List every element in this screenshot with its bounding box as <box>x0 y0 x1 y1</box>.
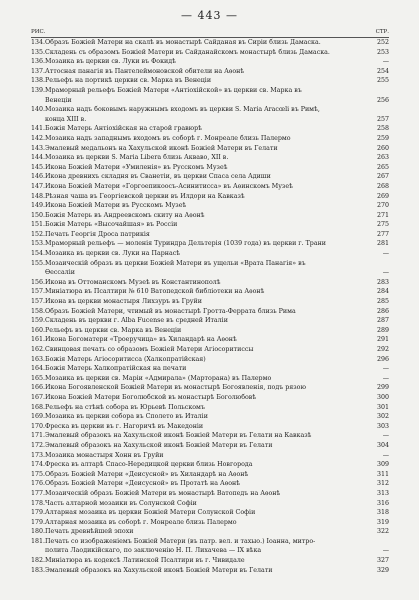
list-item <box>31 422 389 432</box>
figure-number: 167. <box>31 393 46 401</box>
list-item <box>31 441 389 451</box>
page-reference: 259 <box>376 134 389 142</box>
list-item <box>31 383 389 393</box>
page-reference: 303 <box>376 422 389 430</box>
figure-number: 155. <box>31 259 46 267</box>
page-column-label: СТР. <box>375 29 389 35</box>
figure-number: 175. <box>31 470 46 478</box>
list-item <box>31 374 389 384</box>
figure-caption: Мозаика въ церкви св. Луки въ Фокидѣ <box>45 58 176 66</box>
figure-caption: Божія Матерь Халкопратійская на печати <box>45 365 187 373</box>
figure-caption: Аттосная панагія въ Пантелеймоновской обители на Аѳонѣ <box>45 67 245 75</box>
figure-caption: Мозаика въ церкви собора въ Сполето въ Италіи <box>45 413 208 421</box>
page-reference: 287 <box>376 317 389 325</box>
figure-number: 151. <box>31 221 46 229</box>
figure-number: 169. <box>31 413 46 421</box>
page-reference: 277 <box>376 230 389 238</box>
figure-caption: Печать древнѣйшей эпохи <box>45 528 134 536</box>
page-reference: 289 <box>376 326 389 334</box>
figure-caption: Миніатюра въ кодексѣ Латинской Псалтири въ г. Чивидале <box>45 557 245 565</box>
figure-caption: Икона Божіей Матери «Горгоепикоосъ-Асинитисса» въ Аѳинскомъ Музеѣ <box>45 182 293 190</box>
list-item <box>31 537 389 556</box>
list-item <box>31 144 389 154</box>
page-number: — 443 — <box>181 9 238 22</box>
figure-caption: Рельефъ въ церкви св. Марка въ Венеціи <box>45 326 182 334</box>
page-reference: 318 <box>376 509 389 517</box>
figure-caption: Рѣзная чаша въ Георгіевской церкви въ Илдори на Кавказѣ <box>45 192 245 200</box>
figure-caption: Мозаика надъ западнымъ входомъ въ соборѣ г. Монреале близь Палермо <box>45 134 291 142</box>
figure-caption: Складень въ церкви г. Alba Fucense въ средней Италіи <box>45 317 228 325</box>
page-reference: 309 <box>376 461 389 469</box>
page-reference: 257 <box>376 115 389 123</box>
figure-caption: Икона древнихъ складня въ Сванетіи, въ церкви Спаса села Адиши <box>45 173 271 181</box>
list-item <box>31 220 389 230</box>
figure-number: 143. <box>31 144 46 152</box>
list-item <box>31 412 389 422</box>
figure-number: 152. <box>31 230 46 238</box>
figure-number: 159. <box>31 317 46 325</box>
page-reference: 329 <box>376 566 389 574</box>
page-reference: 258 <box>376 125 389 133</box>
page-reference: 260 <box>376 144 389 152</box>
figure-column-label: РИС. <box>31 29 46 35</box>
list-item <box>31 67 389 77</box>
list-item <box>31 451 389 461</box>
list-item <box>31 249 389 259</box>
list-item <box>31 259 389 278</box>
figure-caption: Мозаика надъ боковымъ наружнымъ входомъ въ церкви S. Maria Aracœli въ Римѣ, конца XIII в. <box>45 106 320 123</box>
page-reference: — <box>382 250 389 258</box>
figure-caption: Печать со изображеніемъ Божіей Матери (въ патр. вел. и тахыо.) Іоанна, митро- полита Лаодикійскаго, по заключенію Н. П. Лихачева — IX вѣка <box>45 537 316 555</box>
page-reference: 300 <box>376 393 389 401</box>
figure-number: 142. <box>31 134 46 142</box>
figure-number: 154. <box>31 250 46 258</box>
list-item <box>31 460 389 470</box>
figure-number: 147. <box>31 182 46 190</box>
figure-caption: Мраморный рельефъ Божіей Матери «Антіохійской» въ церкви св. Марка въ Венеціи <box>45 86 302 104</box>
list-item <box>31 211 389 221</box>
page-reference: 302 <box>376 413 389 421</box>
list-item <box>31 326 389 336</box>
page-reference: 286 <box>376 307 389 315</box>
figure-number: 161. <box>31 336 46 344</box>
list-item <box>31 403 389 413</box>
figure-number: 150. <box>31 211 46 219</box>
figure-number: 183. <box>31 566 46 574</box>
list-item <box>31 364 389 374</box>
figure-caption: Мозаическій образъ въ церкви Божіей Матери въ ущельи «Врата Панагія» въ Ѳессаліи <box>45 259 306 277</box>
figure-caption: Икона въ Оттоманскомъ Музеѣ въ Константинополѣ <box>45 278 221 286</box>
figure-caption: Рельефъ на портикѣ церкви св. Марка въ Венеціи <box>45 77 212 85</box>
list-item <box>31 470 389 480</box>
list-item <box>31 124 389 134</box>
figure-caption: Мозаическій образъ Божіей Матери въ монастырѣ Ватопедъ на Аѳонѣ <box>45 489 281 497</box>
figure-caption: Эмалевый медальонъ на Хахульской иконѣ Божіей Матери въ Гелати <box>45 144 278 152</box>
figure-number: 135. <box>31 48 46 56</box>
page-reference: 268 <box>376 182 389 190</box>
page-reference: 254 <box>376 67 389 75</box>
list-item <box>31 163 389 173</box>
figure-number: 136. <box>31 58 46 66</box>
page-reference: — <box>382 374 389 382</box>
figure-number: 138. <box>31 77 46 85</box>
list-item <box>31 57 389 67</box>
figure-caption: Складень съ образомъ Божіей Матери въ Сайданайскомъ монастырѣ близь Дамаска. <box>45 48 330 56</box>
page-reference: 301 <box>376 403 389 411</box>
page-reference: 299 <box>376 384 389 392</box>
list-item <box>31 278 389 288</box>
figure-number: 168. <box>31 403 46 411</box>
figure-caption: Божія Матерь Агіосоритисса (Халкопратійская) <box>45 355 206 363</box>
list-item <box>31 489 389 499</box>
page-reference: — <box>382 432 389 440</box>
figure-number: 171. <box>31 432 46 440</box>
list-item <box>31 335 389 345</box>
page-reference: 322 <box>376 528 389 536</box>
figure-caption: Икона въ церкви монастыря Лихзуръ въ Груйи <box>45 298 202 306</box>
list-item <box>31 566 389 576</box>
page-reference: 312 <box>376 480 389 488</box>
figure-caption: Мозаика въ церкви св. Луки на Парнасѣ <box>45 250 181 258</box>
list-item <box>31 153 389 163</box>
figure-number: 145. <box>31 163 46 171</box>
figure-caption: Божія Матерь «Высочайшая» въ Россіи <box>45 221 178 229</box>
figure-number: 144. <box>31 154 46 162</box>
list-item <box>31 556 389 566</box>
page-reference: 283 <box>376 278 389 286</box>
figure-caption: Фреска въ церкви въ г. Нагоричѣ въ Македоніи <box>45 422 204 430</box>
figure-caption: Фреска въ алтарѣ Спасо-Нередицкой церкви близь Новгорода <box>45 461 253 469</box>
figure-caption: Алтарная мозаика въ соборѣ г. Монреале близь Палермо <box>45 518 237 526</box>
figure-number: 134. <box>31 39 46 46</box>
list-item <box>31 393 389 403</box>
figure-caption: Икона Божіей Матери въ Русскомъ Музеѣ <box>45 202 187 210</box>
figure-caption: Эмалевый образокъ на Хахульской иконѣ Божіей Матери въ Гелати <box>45 441 273 449</box>
figure-caption: Мозаика монастыря Хонн въ Груйи <box>45 451 164 459</box>
figure-number: 157. <box>31 298 46 306</box>
figure-number: 172. <box>31 441 46 449</box>
list-item <box>31 345 389 355</box>
figure-caption: Икона Божіей Матери Боголюбской въ монастырѣ Боголюбовѣ <box>45 393 257 401</box>
list-item <box>31 38 389 48</box>
list-item <box>31 201 389 211</box>
page-reference: 285 <box>376 298 389 306</box>
figure-list <box>31 38 389 575</box>
figure-caption: Эмалевый образокъ на Хахульской иконѣ Божіей Матери въ Гелати на Кавказѣ <box>45 432 312 440</box>
list-item <box>31 307 389 317</box>
page-reference: 271 <box>376 211 389 219</box>
figure-number: 162. <box>31 346 46 353</box>
figure-number: 163. <box>31 355 46 363</box>
figure-caption: Мраморный рельефъ — моленія Туриндра Дельтерія (1039 года) въ церкви г. Трани <box>45 240 326 248</box>
figure-number: 158. <box>31 307 46 315</box>
page-reference: 253 <box>376 48 389 56</box>
figure-caption: Образъ Божіей Матери, чтимый въ монастырѣ Гротта-Феррата близь Рима <box>45 307 296 315</box>
figure-number: 156. <box>31 278 46 286</box>
page-reference: 270 <box>376 202 389 210</box>
figure-caption: Эмалевый образокъ на Хахульской иконѣ Божіей Матери въ Гелати <box>45 566 273 574</box>
page-reference: — <box>382 269 389 277</box>
figure-number: 148. <box>31 192 46 200</box>
page-reference: — <box>382 547 389 555</box>
list-item <box>31 172 389 182</box>
page-reference: 311 <box>376 470 389 478</box>
page-reference: 255 <box>376 77 389 85</box>
figure-caption: Печать Георгія Дроса патрикія <box>45 230 150 238</box>
page-reference: 291 <box>376 336 389 344</box>
figure-caption: Божія Матерь въ Андреевскомъ скиту на Аѳонѣ <box>45 211 205 219</box>
list-item <box>31 86 389 105</box>
figure-number: 160. <box>31 326 46 334</box>
figure-number: 164. <box>31 365 46 373</box>
figure-number: 140. <box>31 106 46 114</box>
page-reference: 284 <box>376 288 389 296</box>
figure-caption: Часть алтарной мозаики въ Солунской Софіи <box>45 499 197 507</box>
list-item <box>31 499 389 509</box>
list-item <box>31 527 389 537</box>
figure-number: 165. <box>31 374 46 382</box>
figure-caption: Миніатюра въ Псалтири № 610 Ватопедской библіотеки на Аѳонѣ <box>45 288 265 296</box>
page-reference: 275 <box>376 221 389 229</box>
figure-caption: Мозаика въ церкви св. Маріи «Адмирала» (Марторана) въ Палермо <box>45 374 272 382</box>
list-item <box>31 316 389 326</box>
list-item <box>31 105 389 124</box>
figure-caption: Рельефъ на стѣнѣ собора въ Юрьевѣ Польскомъ <box>45 403 205 411</box>
figure-number: 146. <box>31 173 46 181</box>
page-reference: 265 <box>376 163 389 171</box>
list-item <box>31 182 389 192</box>
figure-number: 137. <box>31 67 46 75</box>
figure-caption: Икона Богоявленской Божіей Матери въ монастырѣ Богоявленія, подъ рязою <box>45 384 306 392</box>
page-reference: 327 <box>376 557 389 565</box>
list-item <box>31 230 389 240</box>
figure-caption: Образъ Божіей Матери «Деисусной» въ Протатѣ на Аѳонѣ <box>45 480 241 488</box>
figure-caption: Алтарная мозаика въ церкви Божіей Матери Солунской Софіи <box>45 509 256 517</box>
list-item <box>31 297 389 307</box>
page-reference: 281 <box>376 240 389 248</box>
figure-caption: Икона Божіей Матери «Умиленія» въ Русскомъ Музеѣ <box>45 163 228 171</box>
page-reference: 252 <box>376 39 389 46</box>
page-reference: — <box>382 451 389 459</box>
figure-number: 157. <box>31 288 46 296</box>
list-item <box>31 76 389 86</box>
figure-number: 179. <box>31 509 46 517</box>
figure-number: 182. <box>31 557 46 565</box>
figure-number: 178. <box>31 499 46 507</box>
page-reference: 263 <box>376 154 389 162</box>
figure-number: 153. <box>31 240 46 248</box>
page-reference: 319 <box>376 518 389 526</box>
list-item <box>31 508 389 518</box>
figure-number: 141. <box>31 125 46 133</box>
figure-caption: Свинцовая печать со образомъ Божіей Матери Агіосоритиссы <box>45 346 254 353</box>
page-reference: 296 <box>376 355 389 363</box>
figure-caption: Икона Богоматери «Троеручица» въ Хиландарѣ на Аѳонѣ <box>45 336 237 344</box>
figure-caption: Мозаика въ церкви S. Maria Libera близь Акваво, XII в. <box>45 154 229 162</box>
page-reference: 316 <box>376 499 389 507</box>
page-reference: 304 <box>376 441 389 449</box>
page-reference: 292 <box>376 346 389 353</box>
figure-number: 139. <box>31 86 46 94</box>
figure-number: 179. <box>31 518 46 526</box>
list-item <box>31 239 389 249</box>
list-item <box>31 192 389 202</box>
figure-number: 170. <box>31 422 46 430</box>
figure-caption: Божія Матерь Антіохійская на старой гравюрѣ <box>45 125 202 133</box>
figure-caption: Образъ Божіей Матери на скалѣ въ монастырѣ Сайданая въ Сиріи близь Дамаска. <box>45 39 321 46</box>
page-reference: — <box>382 365 389 373</box>
list-item <box>31 287 389 297</box>
page-reference: 256 <box>376 96 389 104</box>
list-item <box>31 48 389 58</box>
figure-number: 177. <box>31 489 46 497</box>
page-reference: 269 <box>376 192 389 200</box>
list-item <box>31 134 389 144</box>
list-item <box>31 518 389 528</box>
list-item <box>31 479 389 489</box>
list-item <box>31 355 389 365</box>
figure-number: 149. <box>31 202 46 210</box>
figure-number: 174. <box>31 461 46 469</box>
page-reference: 313 <box>376 489 389 497</box>
figure-number: 180. <box>31 528 46 536</box>
figure-number: 176. <box>31 480 46 488</box>
figure-caption: Образъ Божіей Матери «Деисусной» въ Хиландарѣ на Аѳонѣ <box>45 470 249 478</box>
figure-number: 166. <box>31 384 46 392</box>
figure-number: 173. <box>31 451 46 459</box>
figure-number: 181. <box>31 537 46 545</box>
page-reference: 267 <box>376 173 389 181</box>
page-reference: — <box>382 58 389 66</box>
list-item <box>31 431 389 441</box>
